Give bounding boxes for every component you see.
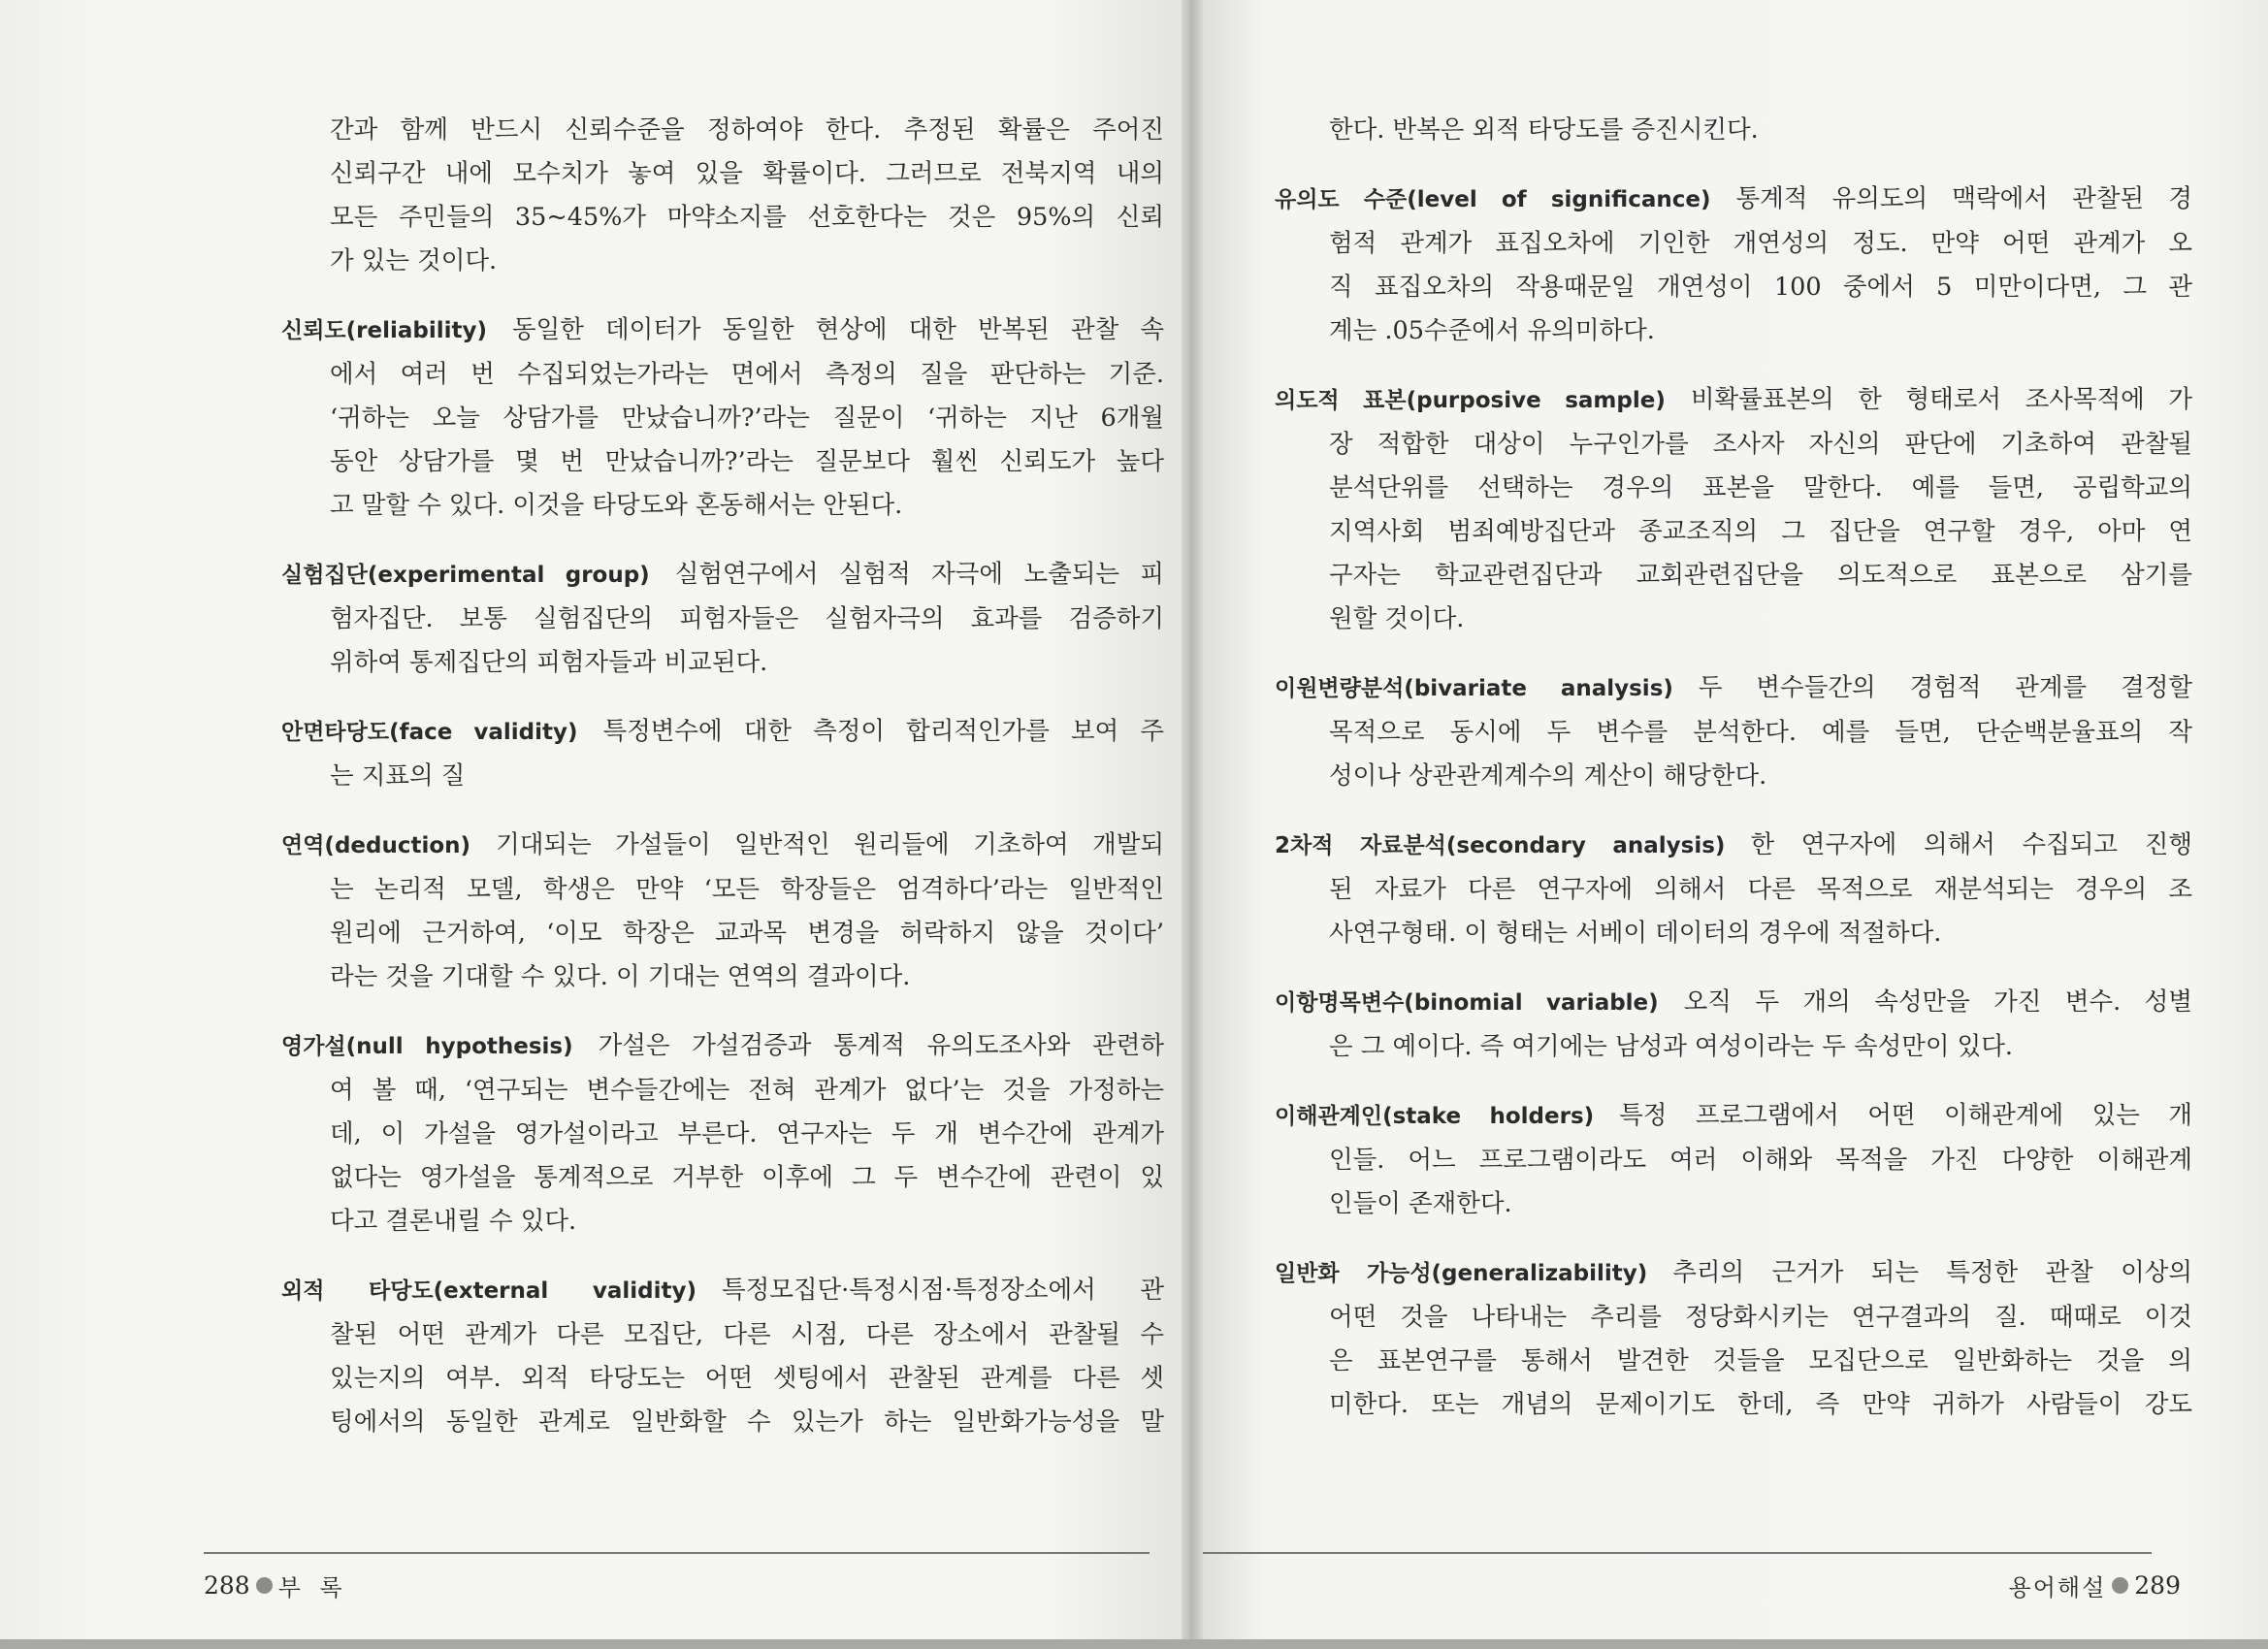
text-line: 에서 여러 번 수집되었는가라는 면에서 측정의 질을 판단하는 기준. [330,360,1164,389]
page-footer-right [2009,1568,2181,1602]
page-edge-shadow [0,1639,2268,1649]
text-line: 구자는 학교관련집단과 교회관련집단을 의도적으로 표본으로 삼기를 [1329,561,2192,590]
continued-paragraph [1329,109,2192,152]
continued-paragraph [330,109,1164,283]
text-line: 어떤 것을 나타내는 추리를 정당화시키는 연구결과의 질. 때때로 이것 [1329,1303,2192,1332]
text-line: 계는 .05수준에서 유의미하다. [1329,316,1655,345]
entry-term: 이항명목변수(binomial variable) [1275,990,1659,1016]
text-line: 는 논리적 모델, 학생은 만약 ‘모든 학장들은 엄격하다’라는 일반적인 [330,875,1164,904]
entry-text: 가설은 가설검증과 통계적 유의도조사와 관련하 [598,1031,1164,1060]
page-footer-left [204,1568,348,1602]
text-line: 험자집단. 보통 실험집단의 피험자들은 실험자극의 효과를 검증하기 [330,604,1164,633]
entry-text: 두 변수들간의 경험적 관계를 결정할 [1698,673,2192,702]
text-line: 분석단위를 선택하는 경우의 표본을 말한다. 예를 들면, 공립학교의 [1329,473,2192,502]
text-line: 사연구형태. 이 형태는 서베이 데이터의 경우에 적절하다. [1329,919,1942,948]
glossary-entry-bivariate-analysis [1275,666,2192,798]
entry-term: 영가설(null hypothesis) [281,1034,573,1059]
text-line: 미한다. 또는 개념의 문제이기도 한데, 즉 만약 귀하가 사람들이 강도 [1329,1390,2192,1419]
glossary-entry-stake-holders [1275,1094,2192,1226]
text-line: 찰된 어떤 관계가 다른 모집단, 다른 시점, 다른 장소에서 관찰될 수 [330,1320,1164,1349]
bullet-dot-icon [256,1577,273,1594]
text-line: 된 자료가 다른 연구자에 의해서 다른 목적으로 재분석되는 경우의 조 [1329,875,2192,904]
entry-text: 비확률표본의 한 형태로서 조사목적에 가 [1690,385,2192,414]
text-line: 성이나 상관관계계수의 계산이 해당한다. [1329,761,1767,791]
text-line: 없다는 영가설을 통계적으로 거부한 이후에 그 두 변수간에 관련이 있 [330,1163,1164,1192]
glossary-entry-secondary-analysis [1275,824,2192,955]
text-line: 가 있는 것이다. [330,246,498,275]
glossary-entry-external-validity [281,1269,1164,1444]
entry-term: 유의도 수준(level of significance) [1275,187,1711,212]
running-footer-label: 용어해설 [2008,1574,2107,1601]
entry-text: 동일한 데이터가 동일한 현상에 대한 반복된 관찰 속 [512,315,1164,344]
text-line: 인들이 존재한다. [1329,1189,1512,1218]
footer-rule [204,1552,1150,1554]
glossary-entry-level-of-significance [1275,178,2192,353]
entry-term: 이해관계인(stake holders) [1275,1104,1595,1129]
text-line: 여 볼 때, ‘연구되는 변수들간에는 전혀 관계가 없다’는 것을 가정하는 [330,1076,1164,1105]
text-line: 지역사회 범죄예방집단과 종교조직의 그 집단을 연구할 경우, 아마 연 [1329,517,2192,546]
page-number: 288 [204,1571,250,1600]
entry-text: 실험연구에서 실험적 자극에 노출되는 피 [674,560,1165,589]
entry-term: 실험집단(experimental group) [281,563,650,588]
glossary-entry-purposive-sample [1275,378,2192,641]
text-line: 위하여 통제집단의 피험자들과 비교된다. [330,648,768,677]
entry-text: 특정변수에 대한 측정이 합리적인가를 보여 주 [602,717,1165,746]
text-line: 동안 상담가를 몇 번 만났습니까?’라는 질문보다 훨씬 신뢰도가 높다 [330,447,1164,476]
glossary-entry-null-hypothesis [281,1024,1164,1244]
text-line: 은 표본연구를 통해서 발견한 것들을 모집단으로 일반화하는 것을 의 [1329,1346,2192,1375]
entry-text: 오직 두 개의 속성만을 가진 변수. 성별 [1683,987,2192,1017]
entry-term: 외적 타당도(external validity) [281,1278,697,1304]
text-line: 신뢰구간 내에 모수치가 놓여 있을 확률이다. 그러므로 전북지역 내의 [330,159,1164,188]
entry-text: 추리의 근거가 되는 특정한 관찰 이상의 [1672,1258,2192,1287]
text-line: 는 지표의 질 [330,761,466,791]
glossary-entry-face-validity [281,710,1165,798]
text-line: ‘귀하는 오늘 상담가를 만났습니까?’라는 질문이 ‘귀하는 지난 6개월 [330,404,1164,433]
text-line: 라는 것을 기대할 수 있다. 이 기대는 연역의 결과이다. [330,962,911,991]
entry-term: 신뢰도(reliability) [281,318,488,343]
text-line: 고 말할 수 있다. 이것을 타당도와 혼동해서는 안된다. [330,491,903,520]
running-footer-label: 부 록 [277,1574,348,1601]
text-line: 다고 결론내릴 수 있다. [330,1207,577,1236]
text-line: 은 그 예이다. 즉 여기에는 남성과 여성이라는 두 속성만이 있다. [1329,1032,2013,1061]
text-line: 팅에서의 동일한 관계로 일반화할 수 있는가 하는 일반화가능성을 말 [330,1407,1164,1437]
book-gutter [1182,0,1203,1649]
entry-text: 기대되는 가설들이 일반적인 원리들에 기초하여 개발되 [496,830,1164,859]
text-line: 직 표집오차의 작용때문일 개연성이 100 중에서 5 미만이다면, 그 관 [1329,273,2192,302]
text-line: 원리에 근거하여, ‘이모 학장은 교과목 변경을 허락하지 않을 것이다’ [330,919,1164,948]
right-page [1191,0,2268,1649]
entry-term: 이원변량분석(bivariate analysis) [1275,676,1673,701]
text-line: 데, 이 가설을 영가설이라고 부른다. 연구자는 두 개 변수간에 관계가 [330,1119,1164,1148]
entry-text: 통계적 유의도의 맥락에서 관찰된 경 [1735,184,2192,213]
entry-text: 특정 프로그램에서 어떤 이해관계에 있는 개 [1619,1101,2192,1130]
glossary-entry-binomial-variable [1275,981,2192,1069]
entry-text: 특정모집단·특정시점·특정장소에서 관 [722,1276,1164,1305]
text-line: 모든 주민들의 35~45%가 마약소지를 선호한다는 것은 95%의 신뢰 [330,203,1164,232]
text-line: 인들. 어느 프로그램이라도 여러 이해와 목적을 가진 다양한 이해관계 [1329,1146,2192,1175]
glossary-entry-deduction [281,824,1164,999]
page-number: 289 [2134,1571,2181,1600]
entry-term: 연역(deduction) [281,833,471,858]
right-page-content [1275,109,2192,1452]
glossary-entry-reliability [281,308,1164,528]
text-line: 있는지의 여부. 외적 타당도는 어떤 셋팅에서 관찰된 관계를 다른 셋 [330,1364,1164,1393]
entry-term: 2차적 자료분석(secondary analysis) [1275,833,1726,858]
text-line: 장 적합한 대상이 누구인가를 조사자 자신의 판단에 기초하여 관찰될 [1329,430,2192,459]
bullet-dot-icon [2112,1577,2128,1594]
glossary-entry-generalizability [1275,1251,2192,1427]
entry-term: 안면타당도(face validity) [281,720,578,745]
text-line: 간과 함께 반드시 신뢰수준을 정하여야 한다. 추정된 확률은 주어진 [330,115,1164,145]
text-line: 원할 것이다. [1329,604,1465,633]
footer-rule [1191,1552,2152,1554]
left-page-content [281,109,1165,1470]
glossary-entry-experimental-group [281,553,1165,685]
entry-term: 일반화 가능성(generalizability) [1275,1261,1648,1286]
text-line: 험적 관계가 표집오차에 기인한 개연성의 정도. 만약 어떤 관계가 오 [1329,229,2192,258]
entry-text: 한 연구자에 의해서 수집되고 진행 [1750,830,2192,859]
entry-term: 의도적 표본(purposive sample) [1275,388,1666,413]
text-line: 목적으로 동시에 두 변수를 분석한다. 예를 들면, 단순백분율표의 작 [1329,718,2192,747]
text-line: 한다. 반복은 외적 타당도를 증진시킨다. [1329,115,1759,145]
